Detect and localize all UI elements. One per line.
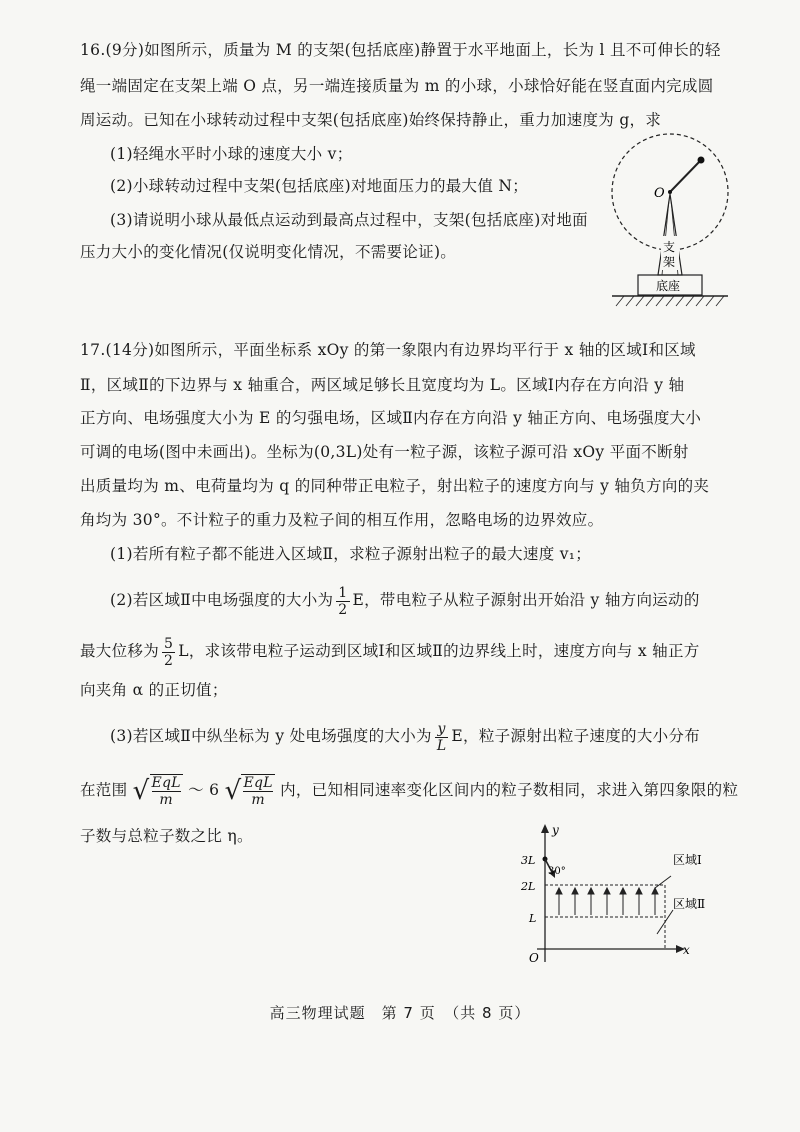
- region1-label: 区域Ⅰ: [673, 853, 702, 867]
- q17-line-5: 出质量均为 m、电荷量均为 q 的同种带正电粒子，射出粒子的速度方向与 y 轴负方向的夹: [80, 477, 710, 495]
- q17-line-3: 正方向、电场强度大小为 E 的匀强电场，区域Ⅱ内存在方向沿 y 轴正方向、电场强度大小: [80, 409, 702, 427]
- fraction-y-over-l: [435, 721, 449, 754]
- field-arrows: [556, 888, 658, 915]
- q17-part-2b-pre: 最大位移为: [80, 642, 160, 660]
- q16-part-1: (1)轻绳水平时小球的速度大小 v；: [110, 145, 353, 163]
- tick-2l: 2L: [521, 880, 536, 893]
- label-o: O: [654, 186, 665, 201]
- q17-figure: [515, 822, 710, 972]
- q17-part-3c: 子数与总粒子数之比 η。: [80, 827, 253, 845]
- fraction-denominator: 2: [164, 652, 174, 669]
- region1-pointer: [655, 876, 671, 888]
- axis-y-label: y: [552, 823, 559, 837]
- q17-part-2c: 向夹角 α 的正切值；: [80, 681, 228, 699]
- q17-part-2a: [110, 582, 700, 618]
- q16-figure: [600, 130, 740, 310]
- radicand-numerator: EqL: [151, 775, 181, 791]
- radicand-denominator: m: [251, 792, 265, 808]
- q16-part-3a: (3)请说明小球从最低点运动到最高点过程中，支架(包括底座)对地面: [110, 211, 588, 229]
- sqrt-eql-over-m-lower: √ EqL m: [132, 775, 181, 808]
- label-jia: 架: [663, 255, 676, 269]
- q16-part-2: (2)小球转动过程中支架(包括底座)对地面压力的最大值 N；: [110, 177, 529, 195]
- q16-line-1: 16.(9分)如图所示，质量为 M 的支架(包括底座)静置于水平地面上，长为 l 且不可伸长的轻: [80, 41, 721, 59]
- ball: [698, 157, 705, 164]
- radicand-numerator: EqL: [243, 775, 273, 791]
- q17-part-3a-pre: (3)若区域Ⅱ中纵坐标为 y 处电场强度的大小为: [110, 727, 432, 745]
- fraction-numerator: y: [435, 721, 449, 738]
- q17-line-4: 可调的电场(图中未画出)。坐标为(0,3L)处有一粒子源，该粒子源可沿 xOy 平面不断射: [80, 443, 689, 461]
- angle-label: 30°: [548, 866, 566, 877]
- q16-line-2: 绳一端固定在支架上端 O 点，另一端连接质量为 m 的小球，小球恰好能在竖直面内完成圆: [80, 77, 714, 95]
- pivot-point: [668, 190, 672, 194]
- q17-line-2: Ⅱ，区域Ⅱ的下边界与 x 轴重合，两区域足够长且宽度均为 L。区域Ⅰ内存在方向沿 y 轴: [80, 376, 685, 394]
- axis-x-label: x: [683, 943, 690, 957]
- q17-part-3b-pre: 在范围: [80, 781, 128, 799]
- q17-part-3b: [80, 770, 738, 811]
- q17-part-3b-mid: ～ 6: [188, 781, 220, 799]
- q17-line-6: 角均为 30°。不计粒子的重力及粒子间的相互作用，忽略电场的边界效应。: [80, 511, 604, 529]
- region2-label: 区域Ⅱ: [673, 897, 706, 911]
- label-zhi: 支: [663, 240, 676, 254]
- fraction-numerator: 1: [338, 584, 348, 601]
- q17-part-2b: [80, 633, 700, 669]
- sqrt-eql-over-m-upper: √ EqL m: [224, 775, 273, 808]
- page-footer: 高三物理试题 第 7 页 （共 8 页）: [269, 1004, 531, 1022]
- q17-part-3a: [110, 718, 700, 754]
- q17-part-3b-post: 内，已知相同速率变化区间内的粒子数相同，求进入第四象限的粒: [280, 781, 739, 799]
- fraction-five-halves: [162, 636, 175, 669]
- y-axis-arrow: [541, 824, 549, 833]
- q17-line-1: 17.(14分)如图所示，平面坐标系 xOy 的第一象限内有边界均平行于 x 轴的区域Ⅰ和区域: [80, 341, 696, 359]
- label-base: 底座: [656, 279, 681, 293]
- q17-part-2a-post: E，带电粒子从粒子源射出开始沿 y 轴方向运动的: [352, 591, 700, 609]
- q17-part-2a-pre: (2)若区域Ⅱ中电场强度的大小为: [110, 591, 334, 609]
- q17-part-3a-post: E，粒子源射出粒子速度的大小分布: [451, 727, 701, 745]
- radicand-denominator: m: [159, 792, 173, 808]
- ground-hatch: [616, 296, 724, 306]
- q16-line-3: 周运动。已知在小球转动过程中支架(包括底座)始终保持静止，重力加速度为 g，求: [80, 111, 662, 129]
- rope: [670, 160, 701, 192]
- fraction-denominator: L: [436, 737, 447, 754]
- tick-3l: 3L: [521, 854, 536, 867]
- fraction-numerator: 5: [164, 635, 174, 652]
- tick-l: L: [529, 912, 537, 925]
- q17-part-2b-post: L，求该带电粒子运动到区域Ⅰ和区域Ⅱ的边界线上时，速度方向与 x 轴正方: [178, 642, 700, 660]
- fraction-one-half: [336, 585, 349, 618]
- origin-label: O: [529, 951, 539, 965]
- fraction-denominator: 2: [338, 601, 348, 618]
- q17-part-1: (1)若所有粒子都不能进入区域Ⅱ，求粒子源射出粒子的最大速度 v₁；: [110, 545, 592, 563]
- q16-part-3b: 压力大小的变化情况(仅说明变化情况，不需要论证)。: [80, 243, 457, 261]
